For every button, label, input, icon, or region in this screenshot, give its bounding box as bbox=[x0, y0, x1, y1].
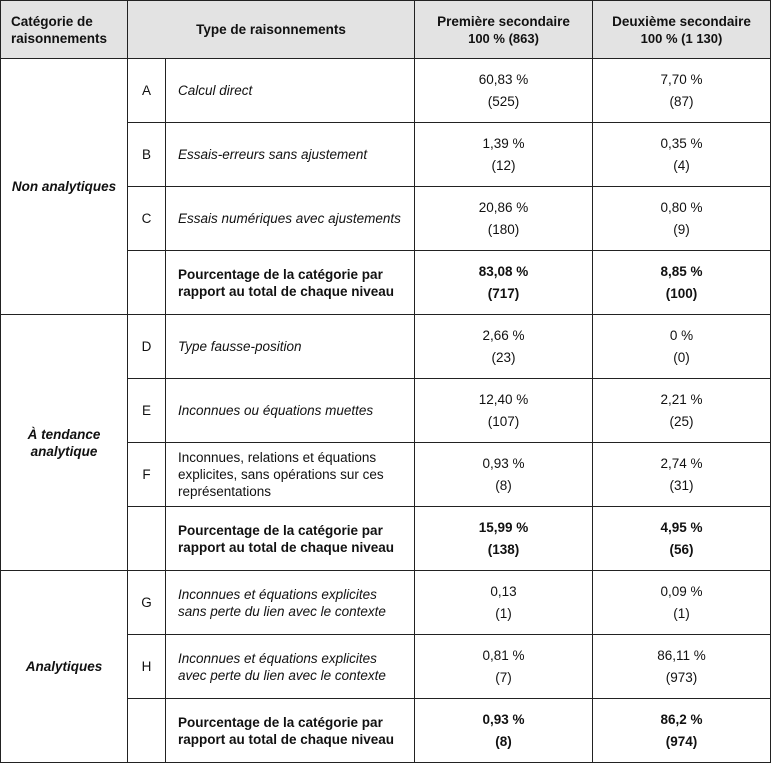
row-label: Inconnues, relations et équations explicites, sans opérations sur ces représentations bbox=[166, 443, 415, 507]
second-pct: 2,74 % bbox=[660, 455, 703, 471]
second-count: (4) bbox=[673, 157, 690, 173]
row-letter: D bbox=[128, 315, 166, 379]
second-pct: 0,35 % bbox=[660, 135, 703, 151]
first-pct: 2,66 % bbox=[482, 327, 525, 343]
second-total-pct: 4,95 % bbox=[660, 519, 703, 535]
category-label: À tendance analytique bbox=[27, 426, 101, 459]
row-label: Inconnues et équations explicites avec perte du lien avec le contexte bbox=[166, 635, 415, 699]
first-pct: 12,40 % bbox=[478, 391, 529, 407]
second-total bbox=[593, 699, 771, 763]
table-row bbox=[1, 571, 771, 635]
row-letter-empty bbox=[128, 699, 166, 763]
second-pct: 0,80 % bbox=[660, 199, 703, 215]
first-value bbox=[415, 443, 593, 507]
second-value bbox=[593, 571, 771, 635]
first-pct: 1,39 % bbox=[482, 135, 525, 151]
first-pct: 0,81 % bbox=[482, 647, 525, 663]
second-pct: 0,09 % bbox=[660, 583, 703, 599]
second-value bbox=[593, 443, 771, 507]
second-count: (87) bbox=[669, 93, 694, 109]
second-count: (973) bbox=[665, 669, 698, 685]
first-count: (525) bbox=[487, 93, 520, 109]
header-row bbox=[1, 1, 771, 59]
first-value bbox=[415, 59, 593, 123]
row-label: Inconnues et équations explicites sans perte du lien avec le contexte bbox=[166, 571, 415, 635]
first-total-count: (8) bbox=[495, 733, 512, 749]
first-value bbox=[415, 315, 593, 379]
first-count: (8) bbox=[495, 477, 512, 493]
second-count: (9) bbox=[673, 221, 690, 237]
table-row bbox=[1, 315, 771, 379]
second-pct: 7,70 % bbox=[660, 71, 703, 87]
first-count: (107) bbox=[487, 413, 520, 429]
second-total bbox=[593, 507, 771, 571]
first-value bbox=[415, 571, 593, 635]
second-value bbox=[593, 315, 771, 379]
row-letter: G bbox=[128, 571, 166, 635]
first-pct: 0,13 bbox=[490, 583, 517, 599]
second-count: (0) bbox=[673, 349, 690, 365]
second-pct: 86,11 % bbox=[657, 647, 706, 663]
second-total bbox=[593, 251, 771, 315]
second-count: (31) bbox=[669, 477, 694, 493]
header-second-title: Deuxième secondaire bbox=[612, 13, 751, 29]
header-first-sub: 100 % (863) bbox=[468, 30, 539, 46]
total-label: Pourcentage de la catégorie par rapport au total de chaque niveau bbox=[166, 251, 415, 315]
first-total-count: (717) bbox=[487, 285, 520, 301]
first-count: (12) bbox=[491, 157, 516, 173]
table-row bbox=[1, 59, 771, 123]
header-first-title: Première secondaire bbox=[437, 13, 570, 29]
second-pct: 0 % bbox=[669, 327, 694, 343]
first-count: (23) bbox=[491, 349, 516, 365]
header-type: Type de raisonnements bbox=[128, 1, 415, 59]
row-letter: B bbox=[128, 123, 166, 187]
header-category: Catégorie de raisonnements bbox=[1, 1, 128, 59]
first-total-pct: 15,99 % bbox=[478, 519, 529, 535]
second-value bbox=[593, 59, 771, 123]
first-total-pct: 83,08 % bbox=[478, 263, 529, 279]
second-value bbox=[593, 123, 771, 187]
first-count: (180) bbox=[487, 221, 520, 237]
header-first bbox=[415, 1, 593, 59]
second-total-pct: 8,85 % bbox=[660, 263, 703, 279]
row-label: Type fausse-position bbox=[166, 315, 415, 379]
row-letter: A bbox=[128, 59, 166, 123]
first-value bbox=[415, 379, 593, 443]
first-pct: 20,86 % bbox=[478, 199, 529, 215]
row-label: Essais-erreurs sans ajustement bbox=[166, 123, 415, 187]
total-label: Pourcentage de la catégorie par rapport au total de chaque niveau bbox=[166, 699, 415, 763]
row-letter-empty bbox=[128, 251, 166, 315]
second-count: (1) bbox=[673, 605, 690, 621]
first-value bbox=[415, 635, 593, 699]
category-label: Non analytiques bbox=[11, 179, 117, 194]
first-total bbox=[415, 251, 593, 315]
row-letter: F bbox=[128, 443, 166, 507]
first-total bbox=[415, 699, 593, 763]
first-count: (7) bbox=[495, 669, 512, 685]
second-pct: 2,21 % bbox=[660, 391, 703, 407]
first-value bbox=[415, 123, 593, 187]
second-value bbox=[593, 635, 771, 699]
first-count: (1) bbox=[495, 605, 512, 621]
category-cell bbox=[1, 571, 128, 763]
row-letter: C bbox=[128, 187, 166, 251]
row-letter: E bbox=[128, 379, 166, 443]
header-second bbox=[593, 1, 771, 59]
header-second-sub: 100 % (1 130) bbox=[640, 30, 723, 46]
category-label: Analytiques bbox=[25, 659, 103, 674]
second-value bbox=[593, 187, 771, 251]
second-total-pct: 86,2 % bbox=[660, 711, 703, 727]
row-letter: H bbox=[128, 635, 166, 699]
first-total-pct: 0,93 % bbox=[482, 711, 525, 727]
row-label: Essais numériques avec ajustements bbox=[166, 187, 415, 251]
category-cell bbox=[1, 315, 128, 571]
second-total-count: (974) bbox=[665, 733, 698, 749]
second-count: (25) bbox=[669, 413, 694, 429]
total-label: Pourcentage de la catégorie par rapport au total de chaque niveau bbox=[166, 507, 415, 571]
second-total-count: (100) bbox=[665, 285, 698, 301]
second-value bbox=[593, 379, 771, 443]
first-pct: 60,83 % bbox=[478, 71, 529, 87]
second-total-count: (56) bbox=[669, 541, 694, 557]
first-total bbox=[415, 507, 593, 571]
category-cell bbox=[1, 59, 128, 315]
row-label: Inconnues ou équations muettes bbox=[166, 379, 415, 443]
row-letter-empty bbox=[128, 507, 166, 571]
first-value bbox=[415, 187, 593, 251]
first-total-count: (138) bbox=[487, 541, 520, 557]
row-label: Calcul direct bbox=[166, 59, 415, 123]
first-pct: 0,93 % bbox=[482, 455, 525, 471]
